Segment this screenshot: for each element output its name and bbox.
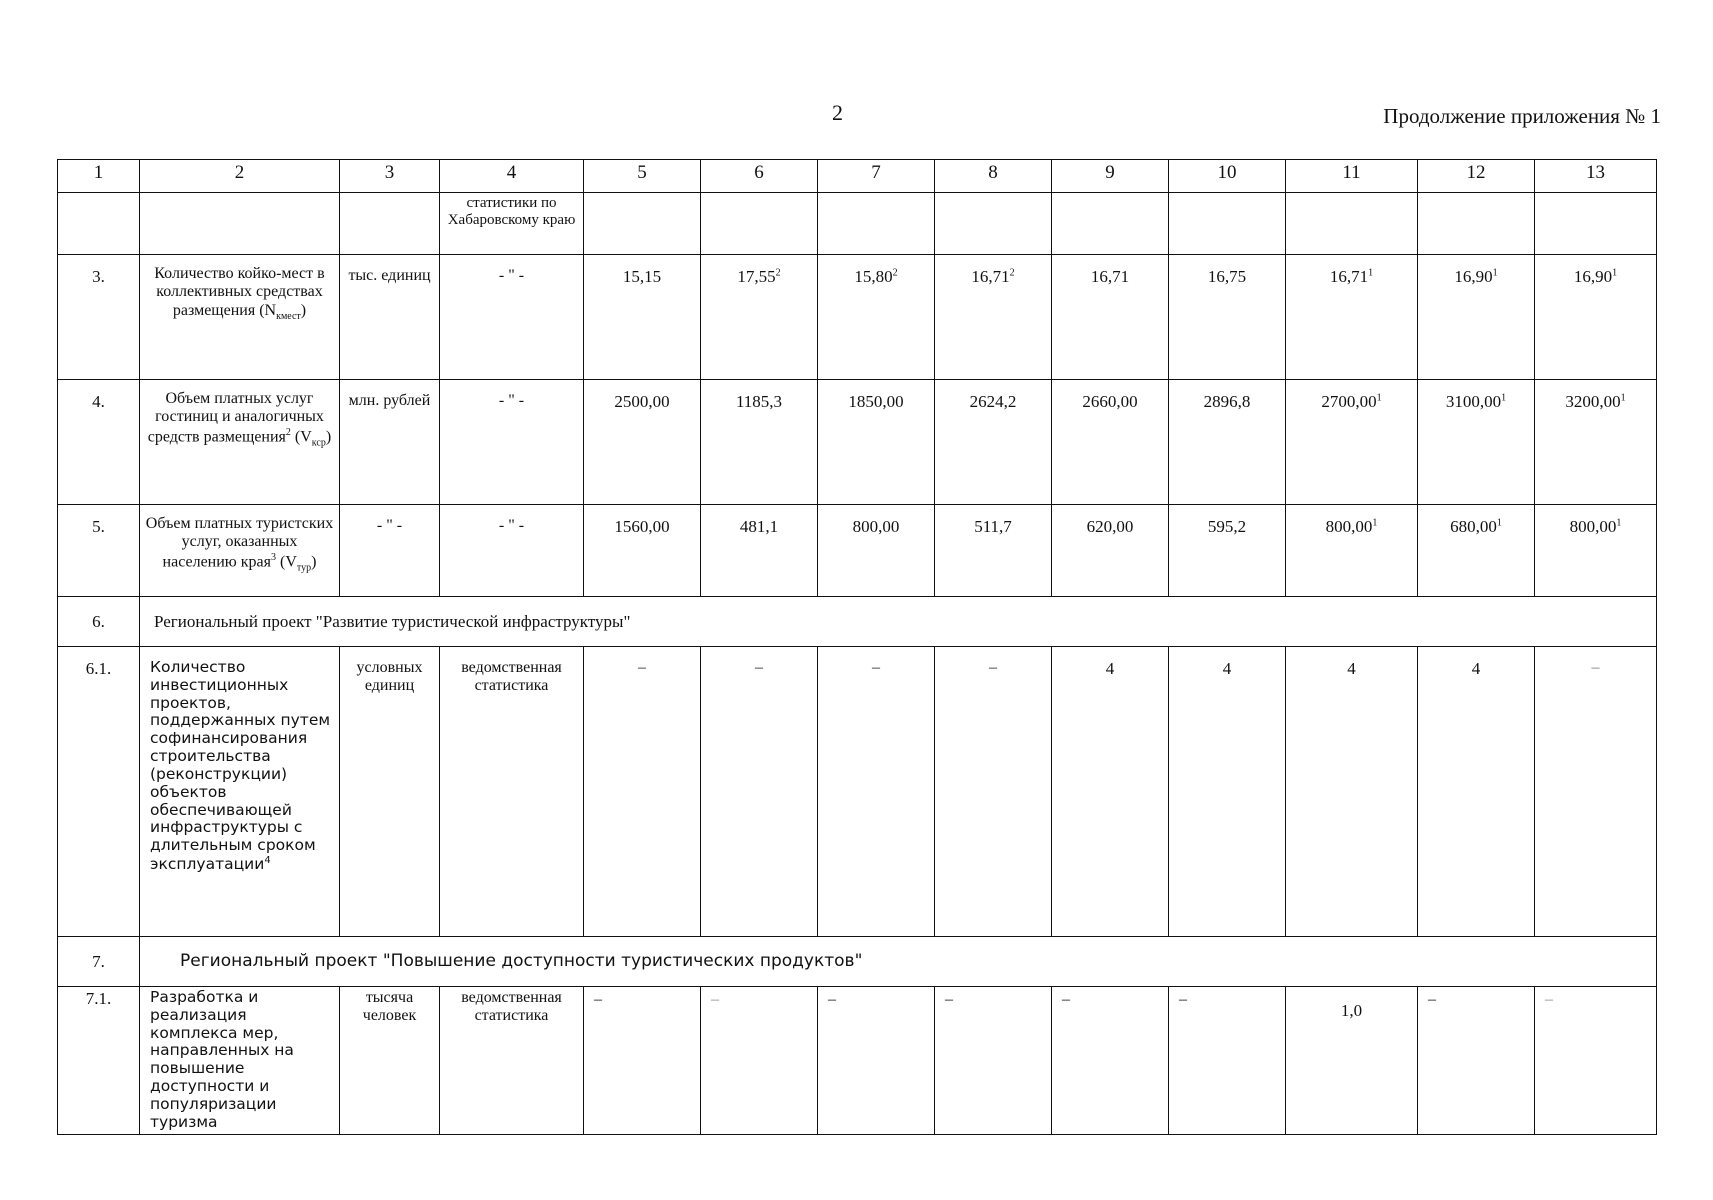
value-cell: 1560,00	[584, 505, 701, 597]
table-row	[58, 647, 1657, 937]
value-cell: 17,55$^2$	[701, 255, 818, 380]
table-row	[58, 380, 1657, 505]
indicator-name: Объем платных услуг гостиниц и аналогичных средств размещения$^2$ $(V_{кср})$	[140, 380, 340, 505]
value-cell: –	[818, 647, 935, 937]
value-cell: 1185,3	[701, 380, 818, 505]
value-cell: –	[584, 647, 701, 937]
source-cell: ведомственная статистика	[440, 987, 584, 1135]
column-number: 12	[1418, 160, 1535, 193]
value-cell: 15,80$^2$	[818, 255, 935, 380]
value-cell: 4	[1169, 647, 1286, 937]
value-cell: 680,00$^1$	[1418, 505, 1535, 597]
column-number: 10	[1169, 160, 1286, 193]
value-cell: 2660,00	[1052, 380, 1169, 505]
row-number: 7.1.	[58, 987, 140, 1135]
page-number: 2	[832, 100, 843, 125]
column-number: 5	[584, 160, 701, 193]
row-number: 6.	[58, 597, 140, 647]
value-cell: 2700,00$^1$	[1286, 380, 1418, 505]
value-cell: 620,00	[1052, 505, 1169, 597]
value-cell: 16,71$^2$	[935, 255, 1052, 380]
section-title: Региональный проект "Развитие туристической инфраструктуры"	[140, 597, 1657, 647]
row-number: 7.	[58, 937, 140, 987]
row-number: 4.	[58, 380, 140, 505]
unit-cell: - " -	[340, 505, 440, 597]
value-cell: –	[818, 987, 935, 1135]
source-cell: - " -	[440, 505, 584, 597]
value-cell: 1850,00	[818, 380, 935, 505]
value-cell: 800,00$^1$	[1535, 505, 1657, 597]
indicators-table	[57, 159, 1657, 1135]
column-number: 9	[1052, 160, 1169, 193]
appendix-note: Продолжение приложения № 1	[1383, 104, 1661, 128]
row-number: 3.	[58, 255, 140, 380]
value-cell: 16,90$^1$	[1535, 255, 1657, 380]
unit-cell: млн. рублей	[340, 380, 440, 505]
table-row	[58, 255, 1657, 380]
indicator-name: Количество инвестиционных проектов, поддержанных путем софинансирования строительства (реконструкции) объектов обеспечивающей инфраструктуры с длительным сроком эксплуатации$^4$	[140, 647, 340, 937]
table-row	[58, 505, 1657, 597]
indicator-name: Объем платных туристских услуг, оказанных населению края$^3$ $(V_{тур})$	[140, 505, 340, 597]
source-cell: - " -	[440, 255, 584, 380]
value-cell: –	[1169, 987, 1286, 1135]
source-cell: статистики по Хабаровскому краю	[440, 193, 584, 255]
value-cell: 3200,00$^1$	[1535, 380, 1657, 505]
value-cell: 800,00$^1$	[1286, 505, 1418, 597]
column-number: 7	[818, 160, 935, 193]
value-cell: 481,1	[701, 505, 818, 597]
value-cell: –	[935, 647, 1052, 937]
value-cell: 595,2	[1169, 505, 1286, 597]
source-cell: - " -	[440, 380, 584, 505]
table-row	[58, 987, 1657, 1135]
column-number: 13	[1535, 160, 1657, 193]
value-cell: 3100,00$^1$	[1418, 380, 1535, 505]
section-row	[58, 597, 1657, 647]
value-cell: 511,7	[935, 505, 1052, 597]
value-cell: 2624,2	[935, 380, 1052, 505]
column-number: 8	[935, 160, 1052, 193]
column-number: 11	[1286, 160, 1418, 193]
column-number: 6	[701, 160, 818, 193]
value-cell: –	[701, 647, 818, 937]
source-cell: ведомственная статистика	[440, 647, 584, 937]
value-cell: 16,90$^1$	[1418, 255, 1535, 380]
value-cell: 16,71	[1052, 255, 1169, 380]
column-number: 1	[58, 160, 140, 193]
section-row	[58, 937, 1657, 987]
unit-cell: тыс. единиц	[340, 255, 440, 380]
value-cell: 800,00	[818, 505, 935, 597]
column-number: 4	[440, 160, 584, 193]
value-cell: 2896,8	[1169, 380, 1286, 505]
row-number: 5.	[58, 505, 140, 597]
column-number: 2	[140, 160, 340, 193]
table-row	[58, 193, 1657, 255]
value-cell: –	[935, 987, 1052, 1135]
value-cell: 15,15	[584, 255, 701, 380]
indicator-name: Разработка и реализация комплекса мер, направленных на повышение доступности и популяризации туризма	[140, 987, 340, 1135]
row-number: 6.1.	[58, 647, 140, 937]
section-title: Региональный проект "Повышение доступности туристических продуктов"	[140, 937, 1657, 987]
column-number-row	[58, 160, 1657, 193]
value-cell: –	[584, 987, 701, 1135]
value-cell: 4	[1286, 647, 1418, 937]
value-cell: 4	[1418, 647, 1535, 937]
value-cell: –	[1418, 987, 1535, 1135]
value-cell: 4	[1052, 647, 1169, 937]
column-number: 3	[340, 160, 440, 193]
value-cell: –	[1535, 647, 1657, 937]
value-cell: 16,75	[1169, 255, 1286, 380]
value-cell: 2500,00	[584, 380, 701, 505]
indicator-name: Количество койко-мест в коллективных средствах размещения $(N_{кмест})$	[140, 255, 340, 380]
value-cell: 16,71$^1$	[1286, 255, 1418, 380]
value-cell: –	[1535, 987, 1657, 1135]
value-cell: –	[701, 987, 818, 1135]
value-cell: 1,0	[1286, 987, 1418, 1135]
unit-cell: тысяча человек	[340, 987, 440, 1135]
unit-cell: условных единиц	[340, 647, 440, 937]
value-cell: –	[1052, 987, 1169, 1135]
